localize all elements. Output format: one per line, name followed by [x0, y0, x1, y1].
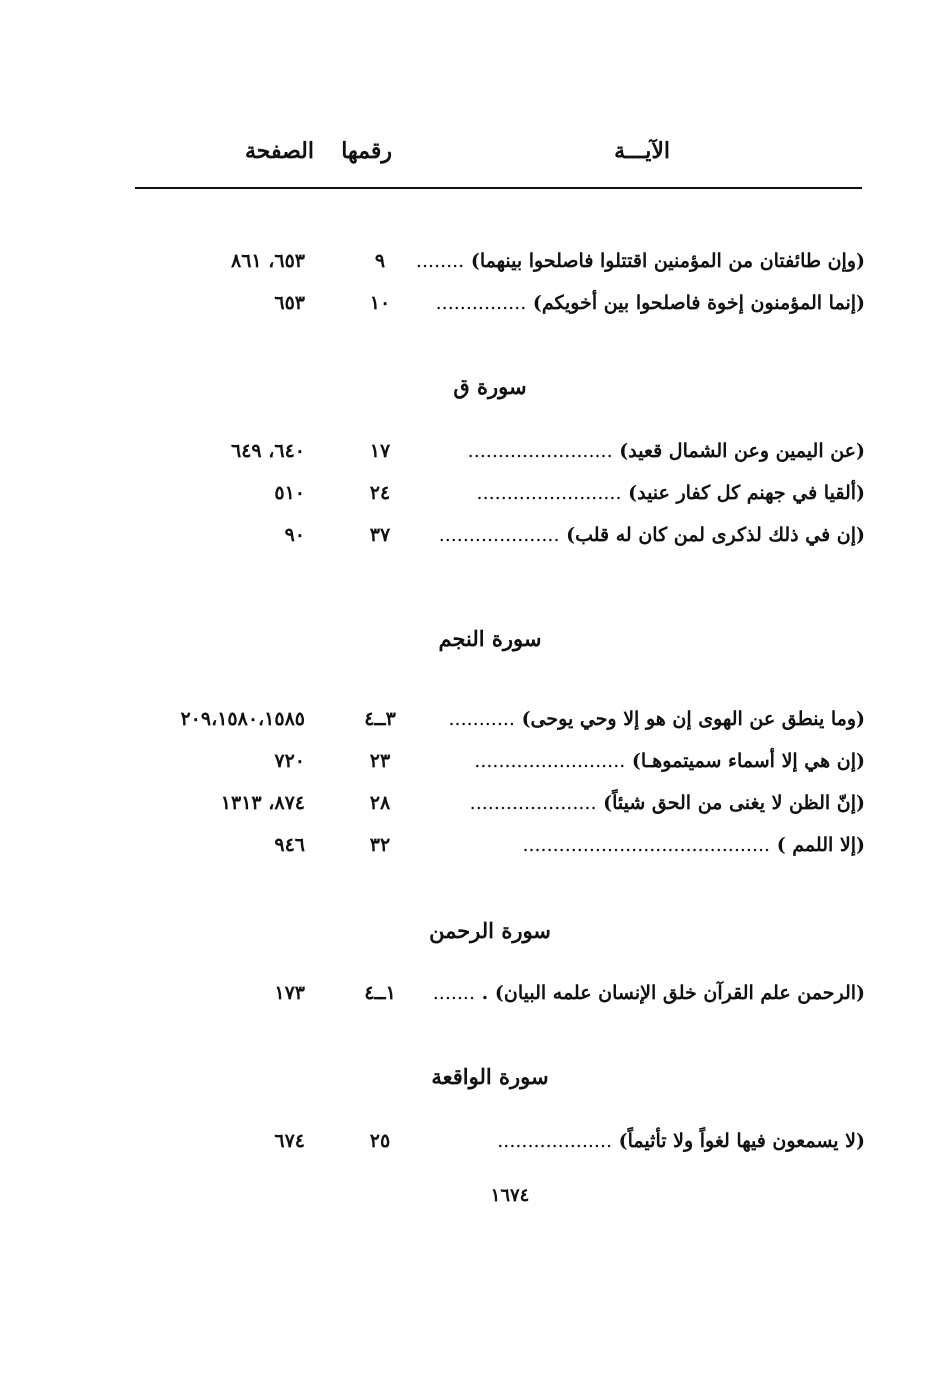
ayah-number: ١ــ٤: [364, 982, 396, 1004]
index-row: [130, 1124, 865, 1158]
page-references: ٩٤٦: [274, 834, 305, 856]
ayah-text: [409, 434, 865, 468]
ayah-quote: (لا يسمعون فيها لغواً ولا تأثيماً): [618, 1130, 865, 1152]
index-row: [130, 786, 865, 820]
index-row: [130, 702, 865, 736]
page-number: ١٦٧٤: [490, 1185, 530, 1206]
surah-heading: سورة الرحمن: [429, 918, 551, 943]
surah-heading: سورة ق: [453, 374, 527, 399]
ayah-text: [409, 286, 865, 320]
ayah-quote: (إنما المؤمنون إخوة فاصلحوا بين أخويكم): [532, 292, 865, 314]
index-row: [130, 518, 865, 552]
index-row: [130, 828, 865, 862]
column-header-page: الصفحة: [244, 138, 314, 164]
ayah-number: ٢٤: [369, 482, 391, 504]
leader-dots: ........: [415, 250, 465, 272]
ayah-text: [409, 976, 865, 1010]
surah-heading: سورة الواقعة: [431, 1064, 549, 1089]
page-references: ٦٤٠، ٦٤٩: [231, 440, 305, 462]
index-row: [130, 476, 865, 510]
page-references: ٦٥٣، ٨٦١: [231, 250, 305, 272]
leader-dots: ........................: [467, 440, 613, 462]
ayah-quote: (إن في ذلك لذكرى لمن كان له قلب): [566, 524, 865, 546]
index-row: [130, 244, 865, 278]
leader-dots: .........................................: [522, 834, 771, 856]
ayah-text: [409, 786, 865, 820]
leader-dots: .......: [432, 982, 476, 1004]
ayah-text: [409, 476, 865, 510]
index-row: [130, 286, 865, 320]
column-header-ayah: الآيـــة: [614, 138, 670, 164]
ayah-number: ١٠: [369, 292, 391, 314]
ayah-number: ٣٧: [369, 524, 391, 546]
ayah-text: [409, 518, 865, 552]
page-references: ١٧٣: [274, 982, 305, 1004]
ayah-text: [409, 244, 865, 278]
leader-dots: .........................: [474, 750, 626, 772]
page-references: ٩٠: [284, 524, 305, 546]
header-divider: [135, 187, 862, 189]
leader-dots: ...................: [497, 1130, 613, 1152]
page-references: ٦٧٤: [274, 1130, 305, 1152]
ayah-text: [409, 1124, 865, 1158]
ayah-quote: (ألقيا في جهنم كل كفار عنيد): [628, 482, 865, 504]
column-header-number: رقمها: [341, 138, 392, 164]
ayah-quote: (وما ينطق عن الهوى إن هو إلا وحي يوحى): [521, 708, 865, 730]
ayah-text: [409, 828, 865, 862]
page-references: ٨٧٤، ١٣١٣: [220, 792, 305, 814]
index-row: [130, 744, 865, 778]
page-references: ٧٢٠: [274, 750, 305, 772]
ayah-text: [409, 744, 865, 778]
ayah-quote: (إنّ الظن لا يغنى من الحق شيئاً): [603, 792, 865, 814]
page-references: ٢٠٩،١٥٨٠،١٥٨٥: [180, 708, 305, 730]
ayah-text: [409, 702, 865, 736]
ayah-number: ٢٥: [369, 1130, 391, 1152]
ayah-quote: (إلا اللمم ): [776, 834, 865, 856]
ayah-number: ٩: [374, 250, 386, 272]
ayah-number: ٣٢: [369, 834, 391, 856]
ayah-number: ٢٨: [369, 792, 391, 814]
ayah-quote: (عن اليمين وعن الشمال قعيد): [619, 440, 865, 462]
index-row: [130, 434, 865, 468]
leader-dots: ...........: [448, 708, 515, 730]
ayah-quote: (الرحمن علم القرآن خلق الإنسان علمه البيان) .: [481, 982, 865, 1004]
ayah-quote: (وإن طائفتان من المؤمنين اقتتلوا فاصلحوا بينهما): [470, 250, 865, 272]
ayah-number: ٢٣: [369, 750, 391, 772]
ayah-quote: (إن هي إلا أسماء سميتموهـا): [631, 750, 865, 772]
leader-dots: ........................: [476, 482, 622, 504]
leader-dots: .....................: [469, 792, 597, 814]
ayah-number: ٣ــ٤: [364, 708, 396, 730]
page-references: ٥١٠: [274, 482, 305, 504]
leader-dots: ....................: [438, 524, 560, 546]
ayah-number: ١٧: [369, 440, 391, 462]
page-references: ٦٥٣: [274, 292, 305, 314]
leader-dots: ...............: [435, 292, 527, 314]
index-row: [130, 976, 865, 1010]
surah-heading: سورة النجم: [438, 626, 542, 651]
